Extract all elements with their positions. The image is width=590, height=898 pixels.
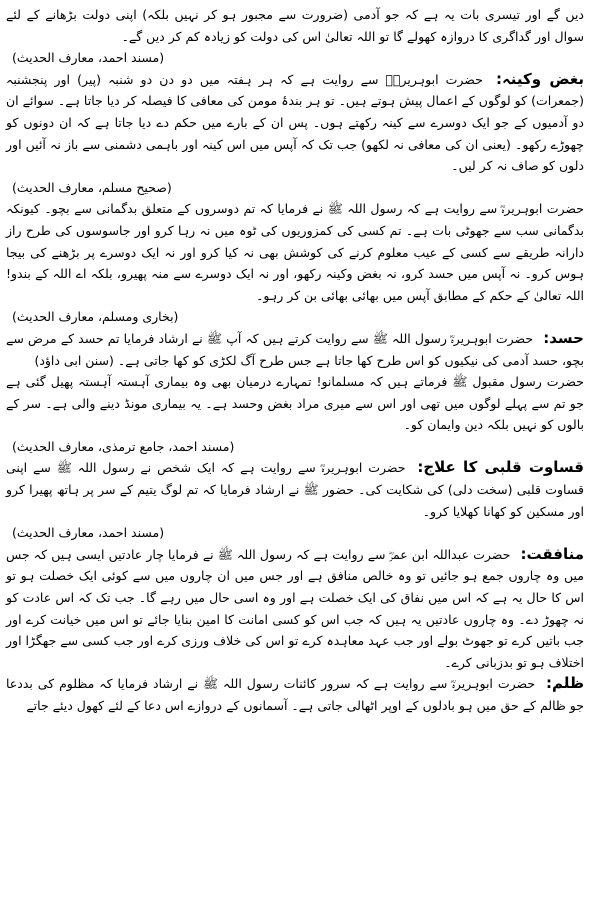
paragraph-text: حضرت عبداللہ ابن عمرؓ سے روایت ہے کہ رسول اللہ ﷺ نے فرمایا چار عادتیں ایسی ہیں کہ جس میں وہ چاروں جمع ہو جائیں تو وہ خالص منافق ہے اور جس میں ان چاروں میں سے کوئی ایک خصلت ہو تو اس کا حال یہ ہے کہ اس میں نفاق کی ایک خصلت ہے اور وہ اسی حال میں رہے گا۔ جب تک کہ اس عادت کو نہ چھوڑ دے۔ وہ چاروں عادتیں یہ ہیں کہ جب اس کو کسی امانت کا امین بنایا جائے تو اس میں خیانت کرے اور جب باتیں کرے تو جھوٹ بولے اور جب عہد معاہدہ کرے تو اس کی خلاف ورزی کرے اور جب کسی سے جھگڑا اور اختلاف ہو تو بدزبانی کرے۔ — [6, 546, 584, 670]
section-heading: حسد: — [543, 328, 584, 347]
paragraph-7 — [6, 544, 584, 674]
paragraph-text: حضرت ابوہریرہؓ سے روایت ہے کہ ایک شخص نے رسول اللہ ﷺ سے اپنی قساوت قلبی (سخت دلی) کی شکایت کی۔ حضور ﷺ نے ارشاد فرمایا کہ تم لوگ یتیم کے سر پر ہاتھ پھیرا کرو اور مسکین کو کھانا کھلایا کرو۔ — [6, 460, 584, 519]
section-heading: منافقت: — [520, 544, 584, 563]
paragraph-4 — [6, 328, 584, 371]
paragraph-text: دیں گے اور تیسری بات یہ ہے کہ جو آدمی (ضرورت سے مجبور ہو کر نہیں بلکہ) اپنی دولت بڑھانے کے لئے سوال اور گداگری کا دروازہ کھولے گا تو اللہ تعالیٰ اس کی دولت کو زیادہ کم کر دیں گے۔ — [6, 7, 584, 44]
reference: (بخاری ومسلم، معارف الحدیث) — [12, 309, 179, 325]
document-page — [6, 4, 584, 894]
reference: (مسند احمد، معارف الحدیث) — [12, 525, 165, 541]
reference: (مسند احمد، جامع ترمذی، معارف الحدیث) — [12, 438, 235, 454]
paragraph-1 — [6, 4, 584, 69]
paragraph-6 — [6, 457, 584, 543]
paragraph-text: حضرت ابوہریرہؓ سے روایت ہے کہ رسول اللہ ﷺ نے فرمایا کہ تم دوسروں کے متعلق بدگمانی سے بچو۔ کیونکہ بدگمانی سب سے جھوٹی بات ہے۔ تم کسی کی کمزوریوں کی ٹوہ میں نہ رہا کرو اور جاسوسوں کی طرح راز دارانہ طریقے سے کسی کے عیب معلوم کرنے کی کوشش بھی نہ کیا کرو اور نہ ایک دوسرے پر بڑھنے کی بیجا ہوس کرو۔ نہ آپس میں حسد کرو، نہ بغض وکینہ رکھو، اور نہ ایک دوسرے سے منہ پھیرو، بلکہ اے اللہ کے بندو! اللہ تعالیٰ کے حکم کے مطابق آپس میں بھائی بھائی بن کر رہو۔ — [6, 201, 584, 303]
paragraph-text: حضرت ابوہریرہؓ رسول اللہ ﷺ سے روایت کرتے ہیں کہ آپ ﷺ نے ارشاد فرمایا تم حسد کے مرض سے بچو، حسد آدمی کی نیکیوں کو اس طرح کھا جاتا ہے جس طرح آگ لکڑی کو کھا جاتی ہے۔ (سنن ابی داؤد) — [6, 330, 584, 368]
paragraph-5 — [6, 371, 584, 457]
section-heading: ظلم: — [545, 674, 584, 693]
paragraph-text: حضرت ابوہریرہؓ سے روایت ہے کہ ہر ہفتہ میں دو دن دو شنبہ (پیر) اور پنجشنبہ (جمعرات) کو لوگوں کے اعمال پیش ہوتے ہیں۔ تو ہر بندۂ مومن کی معافی کا فیصلہ کر دیا جاتا ہے۔ سوائے ان دو آدمیوں کے جو ایک دوسرے سے کینہ رکھتے ہوں۔ پس ان کے بارے میں حکم دے دیا جاتا ہے کہ ان دونوں کو چھوڑے رکھو۔ (یعنی ان کی معافی نہ لکھو) جب تک کہ آپس میں اس کینہ اور باہمی دشمنی سے باز نہ آئیں اور دلوں کو صاف نہ کر لیں۔ — [6, 71, 584, 174]
section-heading: بغض وکینہ: — [495, 69, 584, 88]
paragraph-8 — [6, 673, 584, 716]
paragraph-text: حضرت رسول مقبول ﷺ فرماتے ہیں کہ مسلمانو! تمہارے درمیان بھی وہ بیماری آہستہ آہستہ پھیل گئی ہے جو تم سے پہلے لوگوں میں تھی اور اس سے میری مراد بغض وحسد ہے۔ یہ بیماری مونڈ دینے والی ہے۔ سر کے بالوں کو نہیں بلکہ دین وایمان کو۔ — [6, 374, 584, 433]
paragraph-2 — [6, 69, 584, 199]
reference: (مسند احمد، معارف الحدیث) — [12, 50, 165, 66]
paragraph-text: حضرت ابوہریرہؓ سے روایت ہے کہ سرور کائنات رسول اللہ ﷺ نے ارشاد فرمایا کہ مظلوم کی بددعا جو ظالم کے حق میں ہو بادلوں کے اوپر اٹھالی جاتی ہے۔ آسمانوں کے دروازے اس دعا کے لئے کھول دیئے جاتے — [6, 676, 584, 713]
section-heading: قساوت قلبی کا علاج: — [417, 458, 584, 477]
reference: (صحیح مسلم، معارف الحدیث) — [12, 179, 172, 195]
paragraph-3 — [6, 198, 584, 328]
